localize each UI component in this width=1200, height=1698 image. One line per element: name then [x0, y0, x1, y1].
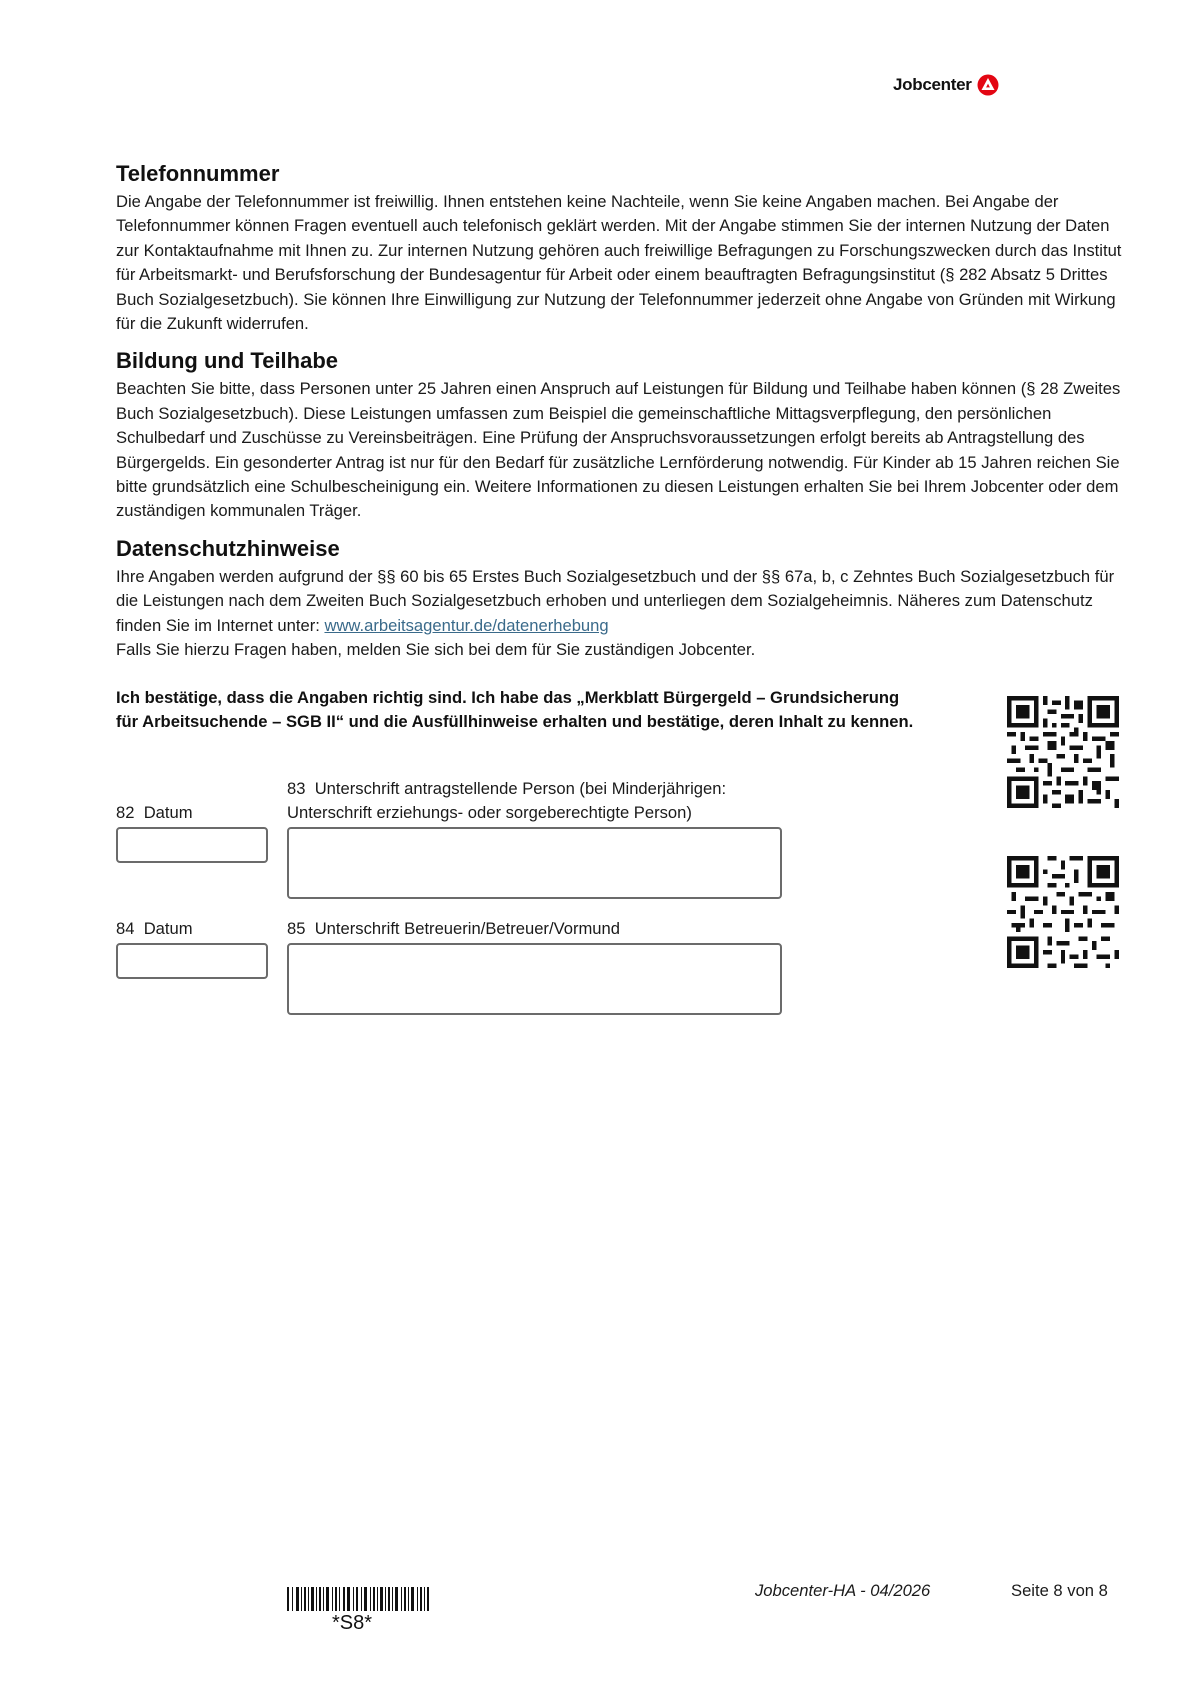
- section-text: [116, 565, 1122, 663]
- section-heading: Datenschutzhinweise: [116, 535, 340, 561]
- signature-field-83[interactable]: [287, 827, 782, 899]
- barcode-text: *S8*: [332, 1612, 373, 1634]
- field-number: 85: [287, 919, 306, 938]
- field-label: Unterschrift Betreuerin/Betreuer/Vormund: [314, 919, 620, 938]
- field-number: 82: [116, 803, 135, 822]
- datenschutz-contact-text: Falls Sie hierzu Fragen haben, melden Sie sich bei dem für Sie zuständigen Jobcenter.: [116, 640, 756, 660]
- qr-code-icon: [1007, 856, 1119, 968]
- section-heading: Bildung und Teilhabe: [116, 348, 339, 374]
- field-84-label: [116, 917, 193, 941]
- datenschutz-text: Ihre Angaben werden aufgrund der §§ 60 bis 65 Erstes Buch Sozialgesetzbuch und der §§ 67a, b, c Zehntes Buch Sozialgesetzbuch für die Leistungen nach dem Zweiten Buch Sozialgesetzbuch erhoben und unterliegen dem Sozialgeheimnis. Näheres zum Datenschutz finden Sie im Internet unter:: [116, 566, 1115, 635]
- section-telefonnummer: [116, 158, 1122, 336]
- section-bildung-teilhabe: [116, 345, 1122, 523]
- field-number: 84: [116, 919, 135, 938]
- section-heading: Telefonnummer: [116, 161, 280, 186]
- field-number: 83: [287, 779, 306, 798]
- confirmation-statement: Ich bestätige, dass die Angaben richtig sind. Ich habe das „Merkblatt Bürgergeld – Grundsicherung für Arbeitsuchende – SGB II“ und die Ausfüllhinweise erhalten und bestätige, deren Inhalt zu kennen.: [116, 688, 914, 732]
- logo-text: Jobcenter: [893, 75, 972, 94]
- section-text: Beachten Sie bitte, dass Personen unter 25 Jahren einen Anspruch auf Leistungen für Bildung und Teilhabe haben können (§ 28 Zweites Buch Sozialgesetzbuch). Diese Leistungen umfassen zum Beispiel die gemeinschaftliche Mittagsverpflegung, den persönlichen Schulbedarf und Zuschüsse zu Vereinsbeiträgen. Eine Prüfung der Anspruchsvoraussetzungen erfolgt bereits ab Antragstellung des Bürgergelds. Ein gesonderter Antrag ist nur für den Bedarf für zusätzliche Lernförderung notwendig. Für Kinder ab 15 Jahren reichen Sie bitte grundsätzlich eine Schulbescheinigung ein. Weitere Informationen zu diesen Leistungen erhalten Sie bei Ihrem Jobcenter oder dem zuständigen kommunalen Träger.: [116, 379, 1121, 521]
- page-number: Seite 8 von 8: [1011, 1581, 1108, 1600]
- section-text: Die Angabe der Telefonnummer ist freiwillig. Ihnen entstehen keine Nachteile, wenn Sie keine Angaben machen. Bei Angabe der Telefonnummer können Fragen eventuell auch telefonisch geklärt werden. Mit der Angabe stimmen Sie der internen Nutzung der Daten zur Kontaktaufnahme mit Ihnen zu. Zur internen Nutzung gehören auch freiwillige Befragungen zu Forschungszwecken durch das Institut für Arbeitsmarkt- und Berufsforschung der Bundesagentur für Arbeit oder einem beauftragten Befragungsinstitut (§ 282 Absatz 5 Drittes Buch Sozialgesetzbuch). Sie können Ihre Einwilligung zur Nutzung der Telefonnummer jederzeit ohne Angabe von Gründen mit Wirkung für die Zukunft widerrufen.: [116, 192, 1122, 334]
- datum-field-84[interactable]: [116, 943, 268, 979]
- form-code: Jobcenter-HA - 04/2026: [755, 1581, 931, 1600]
- field-label: Datum: [143, 803, 193, 822]
- field-82-label: [116, 801, 193, 825]
- barcode-icon: [287, 1587, 429, 1611]
- field-label: Datum: [143, 919, 193, 938]
- info-sections: [116, 158, 1122, 672]
- field-label: Unterschrift antragstellende Person (bei Minderjährigen:: [314, 779, 727, 798]
- datenerhebung-link[interactable]: www.arbeitsagentur.de/datenerhebung: [324, 615, 609, 635]
- jobcenter-logo: [893, 74, 999, 96]
- signature-field-85[interactable]: [287, 943, 782, 1015]
- jobcenter-logo-icon: [977, 74, 999, 96]
- field-label-line2: Unterschrift erziehungs- oder sorgeberechtigte Person): [287, 803, 692, 823]
- field-85-label: [287, 917, 620, 941]
- qr-code-icon: [1007, 696, 1119, 808]
- datum-field-82[interactable]: [116, 827, 268, 863]
- field-83-label: [287, 777, 726, 826]
- section-datenschutz: [116, 533, 1122, 663]
